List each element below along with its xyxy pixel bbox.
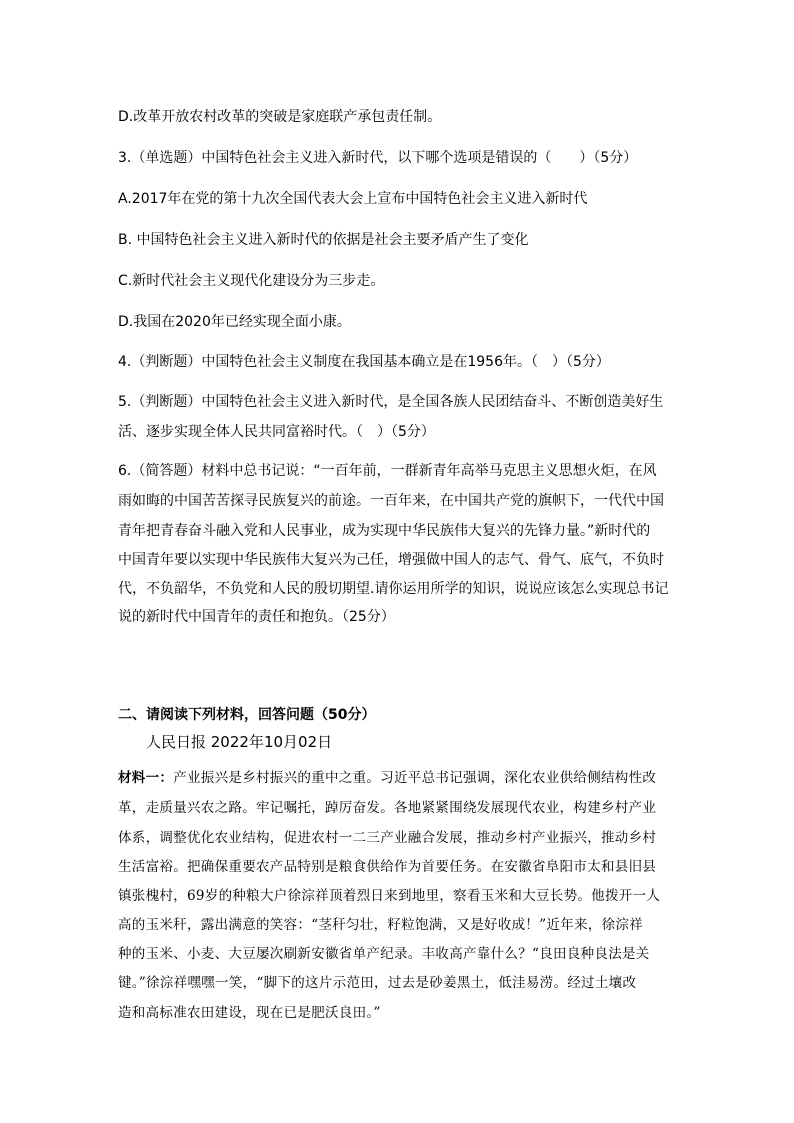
material-line: 体系，调整优化农业结构，促进农村一二三产业融合发展，推动乡村产业振兴，推动乡村 xyxy=(118,830,657,846)
q5-line-1: 5.（判断题）中国特色社会主义进入新时代，是全国各族人民团结奋斗、不断创造美好生 xyxy=(118,394,664,410)
q6-line-5: 代，不负韶华，不负党和人民的殷切期望.请你运用所学的知识，说说应该怎么实现总书记 xyxy=(118,581,669,597)
material-line: 革，走质量兴农之路。牢记嘱托，踔厉奋发。各地紧紧围绕发展现代农业，构建乡村产业 xyxy=(118,800,657,816)
q3-option-a: A.2017年在党的第十九次全国代表大会上宣布中国特色社会主义进入新时代 xyxy=(118,191,588,207)
material-line: 高的玉米秆，露出满意的笑容：“茎秆匀壮，籽粒饱满，又是好收成！”近年来，徐淙祥 xyxy=(118,917,644,933)
material-line: 生活富裕。把确保重要农产品特别是粮食供给作为首要任务。在安徽省阜阳市太和县旧县 xyxy=(118,859,657,875)
section-heading: 二、请阅读下列材料，回答问题（50分） xyxy=(118,707,376,723)
material-text: 产业振兴是乡村振兴的重中之重。习近平总书记强调，深化农业供给侧结构性改 xyxy=(173,770,657,786)
material-line xyxy=(118,768,656,788)
q2-option-d: D.改革开放农村改革的突破是家庭联产承包责任制。 xyxy=(118,109,442,125)
source-line: 人民日报 2022年10月02日 xyxy=(146,733,333,751)
material-line: 种的玉米、小麦、大豆屡次刷新安徽省单产纪录。丰收高产靠什么？“良田良种良法是关 xyxy=(118,946,650,962)
q4-stem: 4.（判断题）中国特色社会主义制度在我国基本确立是在1956年。（ ）（5分） xyxy=(118,354,610,370)
q6-line-3: 青年把青春奋斗融入党和人民事业，成为实现中华民族伟大复兴的先锋力量。”新时代的 xyxy=(118,523,651,539)
material-line: 造和高标准农田建设，现在已是肥沃良田。” xyxy=(118,1005,381,1021)
q3-option-b: B. 中国特色社会主义进入新时代的依据是社会主要矛盾产生了变化 xyxy=(118,232,529,248)
q6-line-4: 中国青年要以实现中华民族伟大复兴为己任，增强做中国人的志气、骨气、底气，不负时 xyxy=(118,552,664,568)
q5-line-2: 活、逐步实现全体人民共同富裕时代。（ ）（5分） xyxy=(118,424,435,440)
q3-option-d: D.我国在2020年已经实现全面小康。 xyxy=(118,314,351,330)
material-line: 键。”徐淙祥嘿嘿一笑，“脚下的这片示范田，过去是砂姜黑土，低洼易涝。经过土壤改 xyxy=(118,975,637,991)
q3-option-c: C.新时代社会主义现代化建设分为三步走。 xyxy=(118,273,385,289)
q6-line-2: 雨如晦的中国苦苦探寻民族复兴的前途。一百年来，在中国共产党的旗帜下，一代代中国 xyxy=(118,493,664,509)
q6-line-6: 说的新时代中国青年的责任和抱负。（25分） xyxy=(118,609,395,625)
material-label: 材料一： xyxy=(118,770,174,786)
q3-stem: 3.（单选题）中国特色社会主义进入新时代，以下哪个选项是错误的（ ）（5分） xyxy=(118,150,638,166)
material-line: 镇张槐村，69岁的种粮大户徐淙祥顶着烈日来到地里，察看玉米和大豆长势。他拨开一人 xyxy=(118,888,661,904)
q6-line-1: 6.（简答题）材料中总书记说：“一百年前，一群新青年高举马克思主义思想火炬，在风 xyxy=(118,463,657,479)
